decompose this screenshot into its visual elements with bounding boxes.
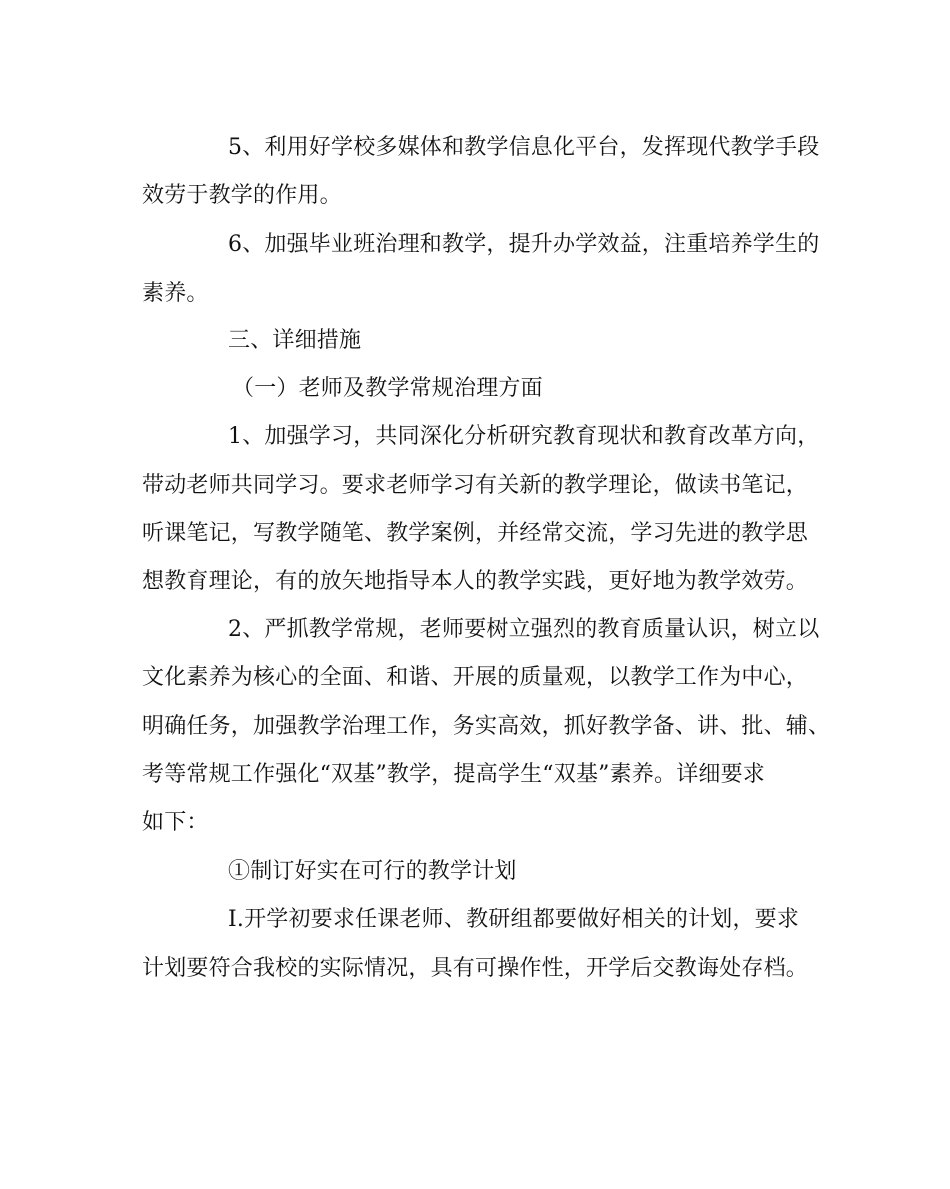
paragraph-line: 带动老师共同学习。要求老师学习有关新的教学理论，做读书笔记， (142, 473, 809, 498)
paragraph-line: 5、利用好学校多媒体和教学信息化平台，发挥现代教学手段 (228, 135, 820, 160)
paragraph-line: 6、加强毕业班治理和教学，提升办学效益，注重培养学生的 (228, 232, 820, 257)
paragraph-line: 考等常规工作强化“双基”教学，提高学生“双基”素养。详细要求 (142, 762, 765, 787)
list-item-heading: ①制订好实在可行的教学计划 (228, 859, 517, 884)
subsection-heading: （一）老师及教学常规治理方面 (232, 376, 543, 401)
paragraph-line: 1、加强学习，共同深化分析研究教育现状和教育改革方向， (228, 424, 820, 449)
paragraph-line: 素养。 (142, 281, 209, 306)
paragraph-line: 效劳于教学的作用。 (142, 183, 342, 208)
paragraph-line: 如下： (142, 810, 209, 835)
paragraph-line: 听课笔记，写教学随笔、教学案例，并经常交流，学习先进的教学思 (142, 521, 809, 546)
section-heading: 三、详细措施 (228, 328, 362, 353)
paragraph-line: 2、严抓教学常规，老师要树立强烈的教育质量认识，树立以 (228, 617, 820, 642)
paragraph-line: 计划要符合我校的实际情况，具有可操作性，开学后交教诲处存档。 (142, 956, 809, 981)
paragraph-line: 想教育理论，有的放矢地指导本人的教学实践，更好地为教学效劳。 (142, 569, 809, 594)
paragraph-line: 文化素养为核心的全面、和谐、开展的质量观，以教学工作为中心， (142, 665, 809, 690)
paragraph-line: 明确任务，加强教学治理工作，务实高效，抓好教学备、讲、批、辅、 (142, 714, 831, 739)
paragraph-line: I.开学初要求任课老师、教研组都要做好相关的计划，要求 (228, 907, 800, 932)
